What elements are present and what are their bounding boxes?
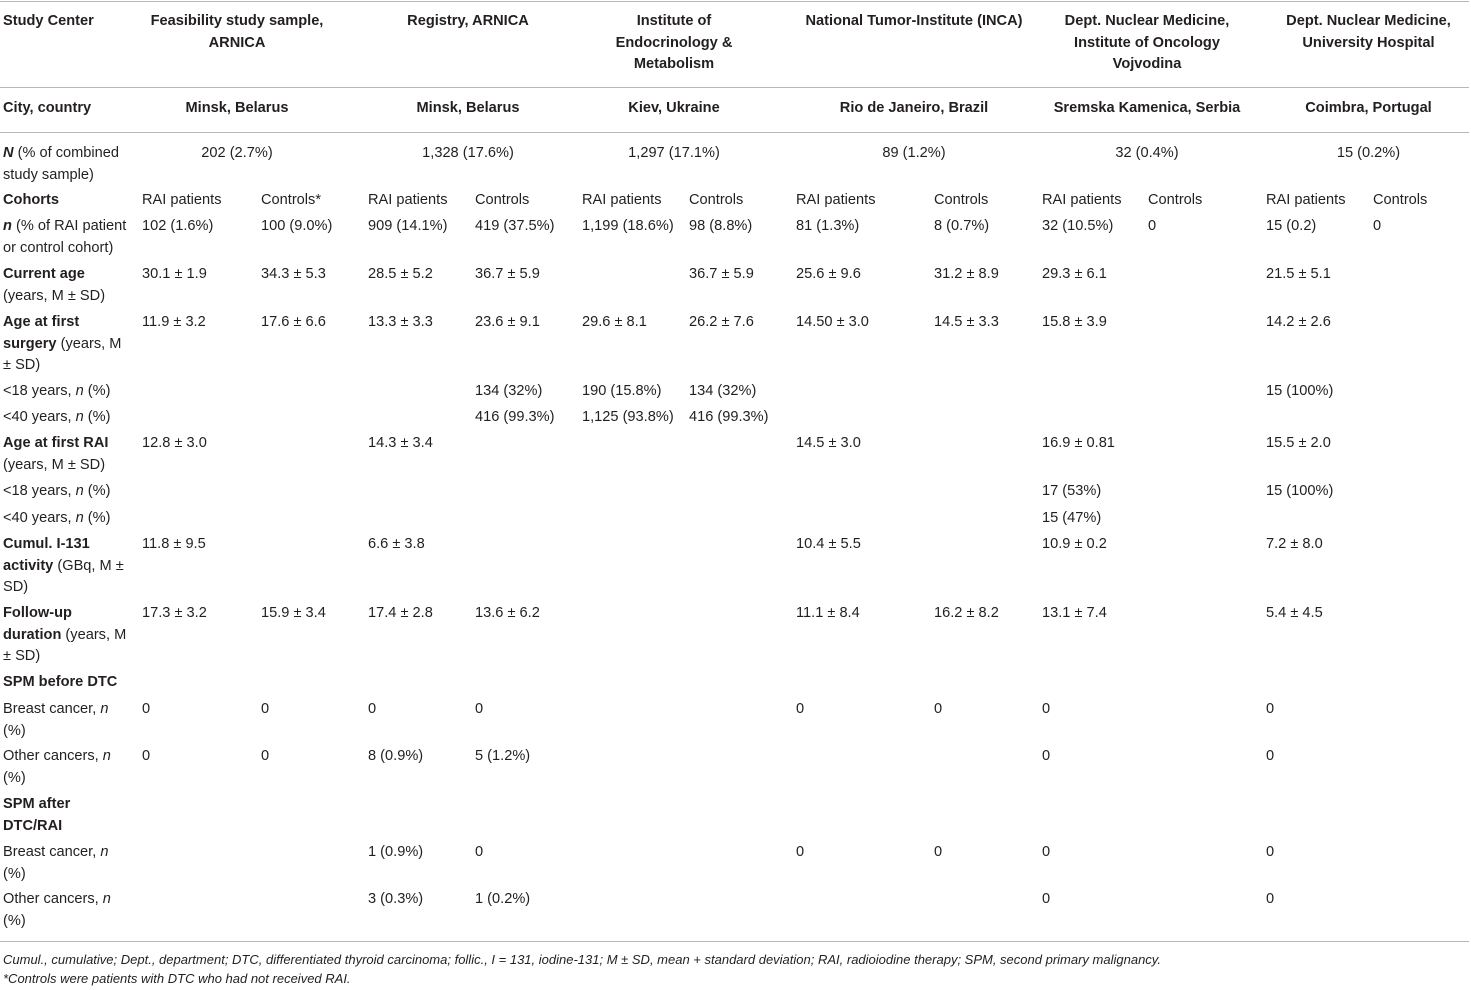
table-cell: 0 [934, 844, 943, 860]
table-cell: 8 (0.7%) [934, 218, 990, 234]
cohort-name: Controls [1148, 192, 1203, 208]
surgery-under-18-label: <18 years, n (%) [3, 383, 111, 399]
table-cell: 11.8 ± 9.5 [142, 536, 206, 552]
table-cell: 416 (99.3%) [689, 409, 769, 425]
table-cell: 36.7 ± 5.9 [689, 266, 754, 282]
n-value: 15 (0.2%) [1336, 145, 1401, 161]
center-header: Dept. Nuclear Medicine, Institute of Oncology Vojvodina [1064, 13, 1230, 72]
table-cell: 13.3 ± 3.3 [368, 314, 433, 330]
age-surgery-label: Age at first surgery (years, M ± SD) [3, 314, 122, 373]
table-cell: 17.6 ± 6.6 [261, 314, 326, 330]
table-cell: 102 (1.6%) [142, 218, 214, 234]
table-cell: 31.2 ± 8.9 [934, 266, 999, 282]
cohort-name: Controls [475, 192, 530, 208]
abbreviations-footnote: Cumul., cumulative; Dept., department; DTC, differentiated thyroid carcinoma; follic., I = 131, iodine-131; M ± SD, mean + standard deviation; RAI, radioiodine therapy; SPM, second primary malignancy. [3, 952, 1161, 967]
age-rai-label: Age at first RAI (years, M ± SD) [3, 435, 109, 473]
n-value: 89 (1.2%) [882, 145, 946, 161]
table-cell: 0 [475, 844, 484, 860]
table-cell: 15 (100%) [1266, 383, 1334, 399]
table-cell: 134 (32%) [689, 383, 757, 399]
table-cell: 0 [1042, 748, 1051, 764]
table-cell: 0 [934, 701, 943, 717]
after-other-label: Other cancers, n (%) [3, 891, 111, 929]
table-cell: 17.4 ± 2.8 [368, 605, 433, 621]
center-header: National Tumor-Institute (INCA) [805, 13, 1023, 29]
table-cell: 5 (1.2%) [475, 748, 531, 764]
table-cell: 13.6 ± 6.2 [475, 605, 540, 621]
cohort-name: Controls* [261, 192, 322, 208]
table-cell: 0 [1042, 701, 1051, 717]
table-cell: 0 [142, 701, 151, 717]
table-cell: 17.3 ± 3.2 [142, 605, 207, 621]
table-cell: 0 [261, 701, 270, 717]
cohort-name: RAI patients [1042, 192, 1122, 208]
table-cell: 1,199 (18.6%) [582, 218, 674, 234]
table-cell: 1,125 (93.8%) [582, 409, 674, 425]
top-rule [0, 1, 1469, 2]
study-center-label: Study Center [3, 13, 94, 29]
city-value: Minsk, Belarus [416, 100, 520, 116]
table-cell: 5.4 ± 4.5 [1266, 605, 1323, 621]
current-age-label: Current age (years, M ± SD) [3, 266, 106, 304]
rai-under-40-label: <40 years, n (%) [3, 510, 111, 526]
cohort-name: RAI patients [582, 192, 662, 208]
table-cell: 3 (0.3%) [368, 891, 424, 907]
table-cell: 0 [796, 844, 805, 860]
table-cell: 416 (99.3%) [475, 409, 555, 425]
n-value: 1,328 (17.6%) [422, 145, 514, 161]
rai-under-18-label: <18 years, n (%) [3, 483, 111, 499]
table-cell: 14.50 ± 3.0 [796, 314, 869, 330]
table-cell: 1 (0.2%) [475, 891, 531, 907]
table-cell: 10.9 ± 0.2 [1042, 536, 1107, 552]
bottom-rule [0, 941, 1469, 942]
table-cell: 23.6 ± 9.1 [475, 314, 540, 330]
table-cell: 8 (0.9%) [368, 748, 424, 764]
table-cell: 0 [796, 701, 805, 717]
center-header: Feasibility study sample, ARNICA [150, 13, 324, 51]
table-cell: 81 (1.3%) [796, 218, 860, 234]
table-cell: 0 [1266, 748, 1275, 764]
center-header: Institute of Endocrinology & Metabolism [615, 13, 733, 72]
table-cell: 100 (9.0%) [261, 218, 333, 234]
table-cell: 14.5 ± 3.0 [796, 435, 861, 451]
cohort-name: RAI patients [1266, 192, 1346, 208]
table-cell: 0 [1266, 701, 1275, 717]
table-cell: 25.6 ± 9.6 [796, 266, 861, 282]
center-header: Registry, ARNICA [407, 13, 529, 29]
city-value: Sremska Kamenica, Serbia [1053, 100, 1241, 116]
table-cell: 0 [1266, 891, 1275, 907]
spm-before-label: SPM before DTC [3, 674, 118, 690]
city-value: Kiev, Ukraine [628, 100, 720, 116]
cohorts-label: Cohorts [3, 192, 59, 208]
city-rule [0, 132, 1469, 133]
table-cell: 0 [142, 748, 151, 764]
table-cell: 0 [1373, 218, 1382, 234]
cohort-name: Controls [689, 192, 744, 208]
cohort-name: Controls [934, 192, 989, 208]
table-cell: 0 [261, 748, 270, 764]
table-cell: 15 (100%) [1266, 483, 1334, 499]
table-cell: 7.2 ± 8.0 [1266, 536, 1323, 552]
table-cell: 14.3 ± 3.4 [368, 435, 433, 451]
controls-footnote: *Controls were patients with DTC who had not received RAI. [3, 971, 351, 986]
table-cell: 134 (32%) [475, 383, 543, 399]
header-rule [0, 87, 1469, 88]
cohort-name: RAI patients [142, 192, 222, 208]
table-cell: 29.6 ± 8.1 [582, 314, 647, 330]
table-cell: 0 [368, 701, 377, 717]
table-cell: 30.1 ± 1.9 [142, 266, 207, 282]
table-cell: 16.9 ± 0.81 [1042, 435, 1115, 451]
table-cell: 909 (14.1%) [368, 218, 448, 234]
table-cell: 12.8 ± 3.0 [142, 435, 207, 451]
table-cell: 21.5 ± 5.1 [1266, 266, 1331, 282]
table-cell: 17 (53%) [1042, 483, 1102, 499]
table-cell: 1 (0.9%) [368, 844, 424, 860]
table-cell: 14.2 ± 2.6 [1266, 314, 1331, 330]
city-value: Coimbra, Portugal [1305, 100, 1432, 116]
table-cell: 14.5 ± 3.3 [934, 314, 999, 330]
surgery-under-40-label: <40 years, n (%) [3, 409, 111, 425]
table-cell: 190 (15.8%) [582, 383, 662, 399]
city-label: City, country [3, 100, 92, 116]
followup-label: Follow-up duration (years, M ± SD) [3, 605, 127, 664]
after-breast-label: Breast cancer, n (%) [3, 844, 109, 882]
spm-after-label: SPM after DTC/RAI [3, 796, 71, 834]
table-cell: 98 (8.8%) [689, 218, 753, 234]
table-cell: 15.9 ± 3.4 [261, 605, 326, 621]
n-label: N (% of combined study sample) [3, 145, 119, 183]
table-cell: 0 [1042, 891, 1051, 907]
table-cell: 29.3 ± 6.1 [1042, 266, 1107, 282]
table-cell: 28.5 ± 5.2 [368, 266, 433, 282]
cohort-name: RAI patients [368, 192, 448, 208]
table-cell: 36.7 ± 5.9 [475, 266, 540, 282]
table-cell: 11.9 ± 3.2 [142, 314, 206, 330]
city-value: Rio de Janeiro, Brazil [839, 100, 989, 116]
n-value: 32 (0.4%) [1115, 145, 1179, 161]
table-cell: 15.5 ± 2.0 [1266, 435, 1331, 451]
table-cell: 6.6 ± 3.8 [368, 536, 425, 552]
table-cell: 15.8 ± 3.9 [1042, 314, 1107, 330]
table-cell: 13.1 ± 7.4 [1042, 605, 1107, 621]
table-cell: 10.4 ± 5.5 [796, 536, 861, 552]
table-cell: 16.2 ± 8.2 [934, 605, 999, 621]
table-cell: 0 [475, 701, 484, 717]
before-breast-label: Breast cancer, n (%) [3, 701, 109, 739]
table-cell: 15 (47%) [1042, 510, 1102, 526]
n-cohort-label: n (% of RAI patient or control cohort) [3, 218, 127, 256]
table-cell: 26.2 ± 7.6 [689, 314, 754, 330]
n-value: 202 (2.7%) [201, 145, 273, 161]
table-cell: 0 [1148, 218, 1157, 234]
table-cell: 0 [1042, 844, 1051, 860]
before-other-label: Other cancers, n (%) [3, 748, 111, 786]
table-cell: 0 [1266, 844, 1275, 860]
n-value: 1,297 (17.1%) [628, 145, 720, 161]
center-header: Dept. Nuclear Medicine, University Hospital [1286, 13, 1451, 51]
table-cell: 419 (37.5%) [475, 218, 555, 234]
table-cell: 11.1 ± 8.4 [796, 605, 860, 621]
cohort-name: RAI patients [796, 192, 876, 208]
table-cell: 34.3 ± 5.3 [261, 266, 326, 282]
table-cell: 15 (0.2) [1266, 218, 1317, 234]
table-cell: 32 (10.5%) [1042, 218, 1114, 234]
city-value: Minsk, Belarus [185, 100, 289, 116]
cumul-activity-label: Cumul. I-131 activity (GBq, M ± SD) [3, 536, 124, 595]
cohort-name: Controls [1373, 192, 1428, 208]
